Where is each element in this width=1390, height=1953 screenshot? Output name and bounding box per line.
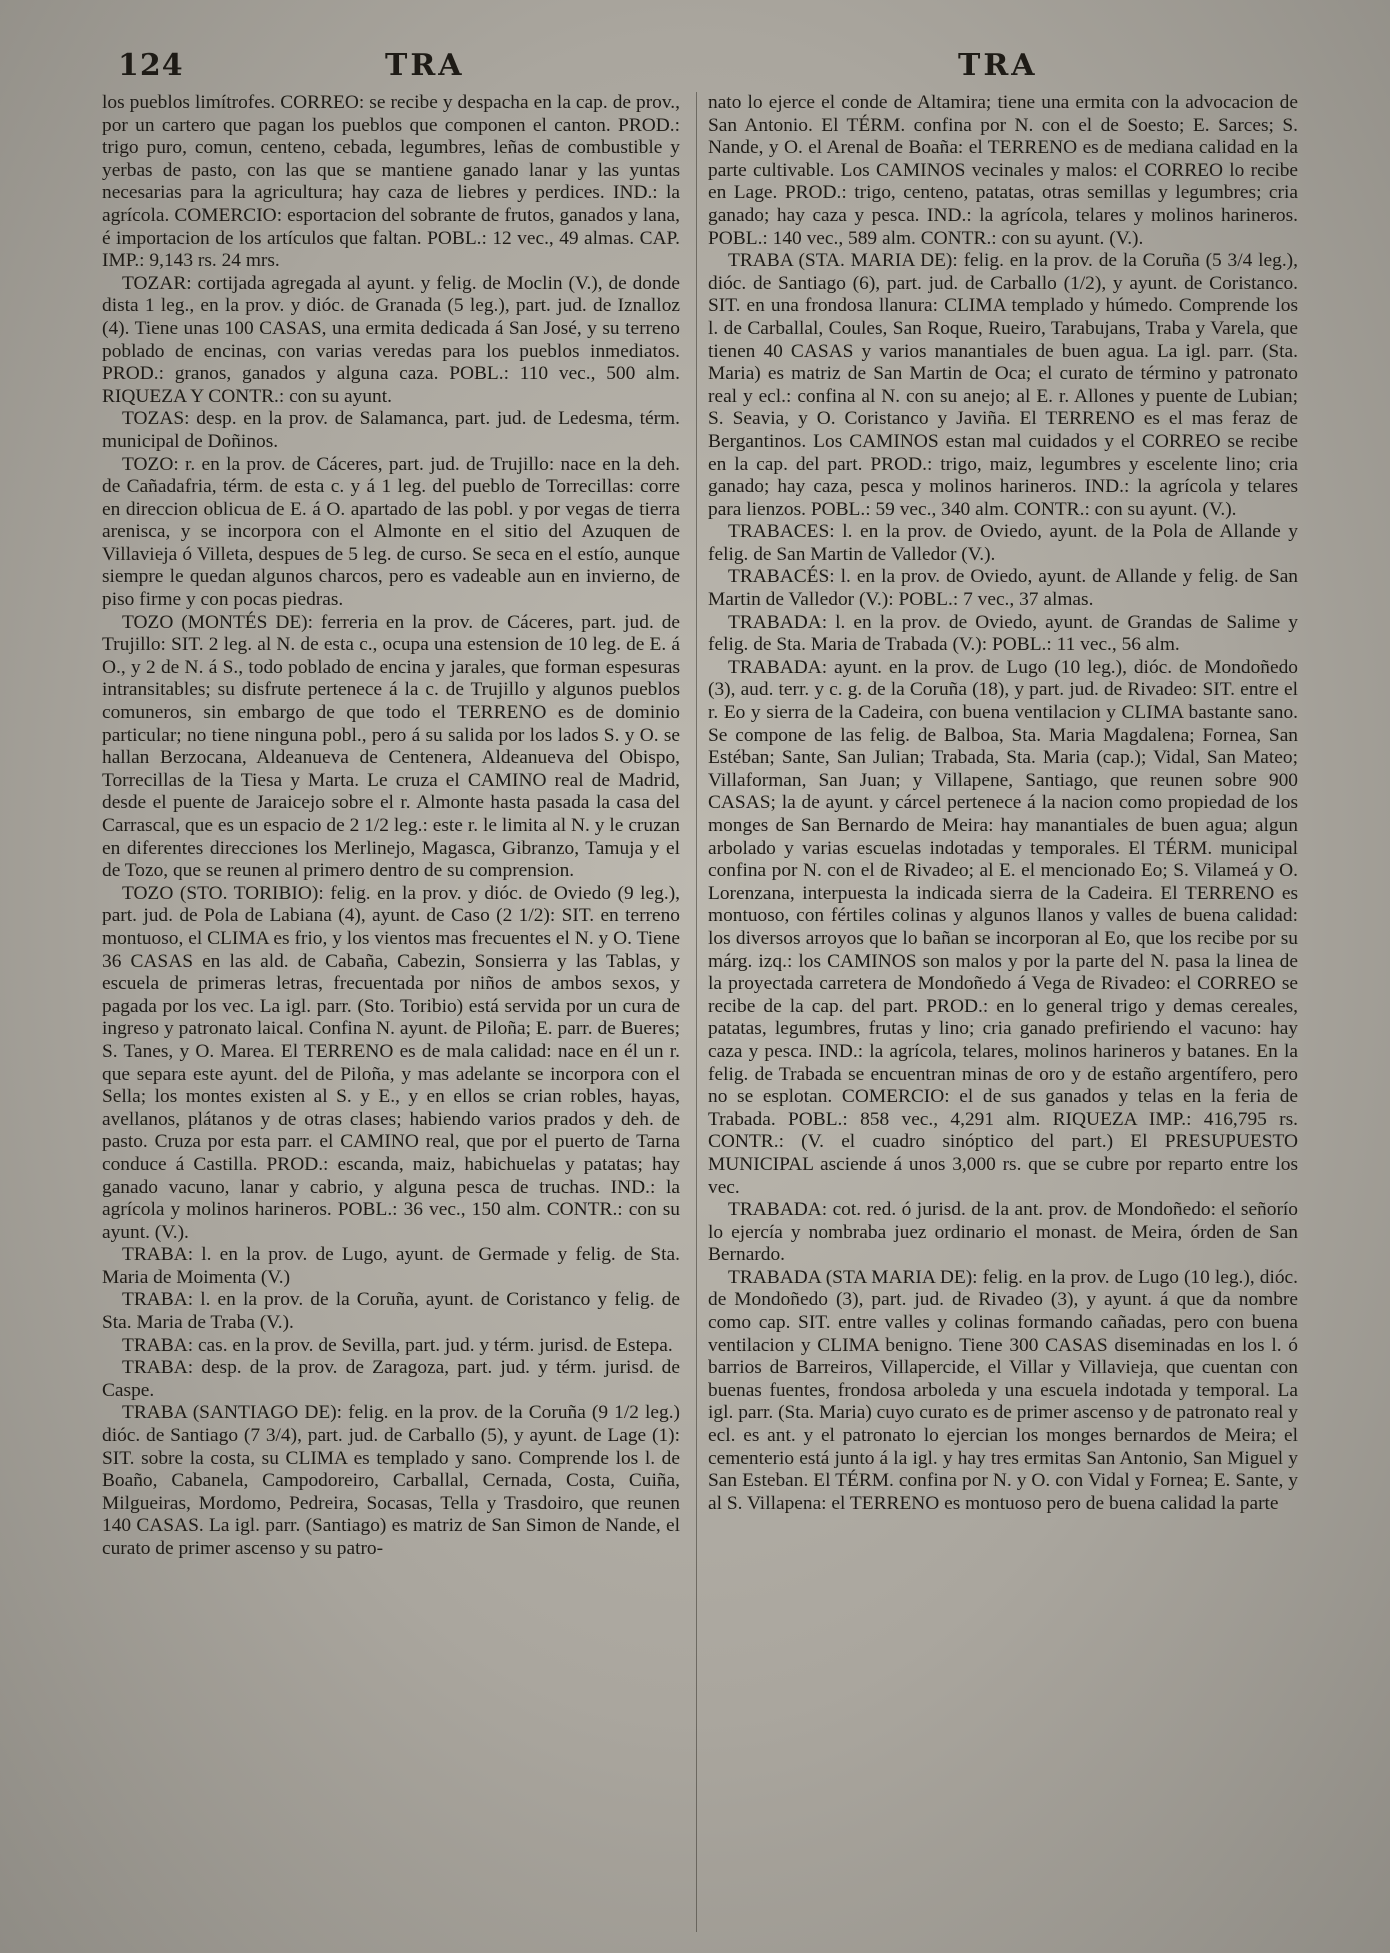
entry-continuation: nato lo ejerce el conde de Altamira; tiene una ermita con la advocacion de San Antonio. El TÉRM. confina por N. con el de Soesto; E. Sarces; S. Nande, y O. el Arenal de Boaña: el TERRENO es de mediana calidad en la parte cultivable. Los CAMINOS vecinales y malos: el CORREO lo recibe en Lage. PROD.: trigo, centeno, patatas, otras semillas y legumbres; cria ganado; hay caza y pesca. IND.: la agrícola, telares y molinos harineros. POBL.: 140 vec., 589 alm. CONTR.: con su ayunt. (V.). xyxy=(708,92,1298,249)
entry-trabada-ayunt: TRABADA: ayunt. en la prov. de Lugo (10 leg.), dióc. de Mondoñedo (3), aud. terr. y c. g. de la Coruña (18), y part. jud. de Rivadeo: SIT. entre el r. Eo y sierra de la Cadeira, con buena ventilacion y CLIMA bastante sano. Se compone de las felig. de Balboa, Sta. Maria Magdalena; Fornea, San Estéban; Sante, San Julian; Trabada, Sta. Maria (cap.); Vidal, San Mateo; Villaforman, San Juan; y Villapene, Santiago, que reunen sobre 900 CASAS; la de ayunt. y cárcel pertenece á la nacion como propiedad de los monges de San Bernardo de Meira: hay manantiales de buen agua; algun arbolado y varias escuelas indotadas y temporales. El TÉRM. municipal confina por N. con el de Rivadeo; al E. el mencionado Eo; S. Vilameá y O. Lorenzana, interpuesta la indicada sierra de la Cadeira. El TERRENO es montuoso, con fértiles colinas y algunos llanos y valles de buena calidad: los diversos arroyos que lo bañan se incorporan al Eo, que los recibe por su márg. izq.: los CAMINOS son malos y por la parte del N. pasa la linea de la proyectada carretera de Mondoñedo á Vega de Rivadeo: el CORREO se recibe de la cap. del part. PROD.: en lo general trigo y demas cereales, patatas, legumbres, frutas y lino; cria ganado prefiriendo el vacuno: hay caza y pesca. IND.: la agrícola, telares, molinos harineros y batanes. En la felig. de Trabada se encuentran minas de oro y de estaño argentífero, pero no se esplotan. COMERCIO: el de sus ganados y telas en la feria de Trabada. POBL.: 858 vec., 4,291 alm. RIQUEZA IMP.: 416,795 rs. CONTR.: (V. el cuadro sinóptico del part.) El PRESUPUESTO MUNICIPAL asciende á unos 3,000 rs. que se cubre por reparto entre los vec. xyxy=(708,656,1298,1198)
entry-traba-zaragoza: TRABA: desp. de la prov. de Zaragoza, part. jud. y térm. jurisd. de Caspe. xyxy=(102,1357,680,1401)
page-number: 124 xyxy=(118,48,184,83)
entry-tozar: TOZAR: cortijada agregada al ayunt. y felig. de Moclin (V.), de donde dista 1 leg., en la prov. y dióc. de Granada (5 leg.), part. jud. de Iznalloz (4). Tiene unas 100 CASAS, una ermita dedicada á San José, y su terreno poblado de encinas, con varias veredas para los pueblos inmediatos. PROD.: granos, ganados y alguna caza. POBL.: 110 vec., 500 alm. RIQUEZA Y CONTR.: con su ayunt. xyxy=(102,272,680,407)
column-divider xyxy=(696,92,697,1932)
entry-traba-sta-maria: TRABA (STA. MARIA DE): felig. en la prov. de la Coruña (5 3/4 leg.), dióc. de Santiago (6), part. jud. de Carballo (1/2), y ayunt. de Coristanco. SIT. en una frondosa llanura: CLIMA templado y húmedo. Comprende los l. de Carballal, Coules, San Roque, Rueiro, Tarabujans, Traba y Varela, que tienen 40 CASAS y varios manantiales de buen agua. La igl. parr. (Sta. Maria) es matriz de San Martin de Oca; el curato de término y patronato real y ecl.: confina al N. con su anejo; al E. r. Allones y puente de Lubian; S. Seavia, y O. Coristanco y Javiña. El TERRENO es el mas feraz de Bergantinos. Los CAMINOS estan mal cuidados y el CORREO se recibe en la cap. del part. PROD.: trigo, maiz, legumbres y escelente lino; cria ganado; hay caza, pesca y molinos harineros. IND.: la agrícola y telares para lienzos. POBL.: 59 vec., 340 alm. CONTR.: con su ayunt. (V.). xyxy=(708,250,1298,520)
entry-continuation: los pueblos limítrofes. CORREO: se recibe y despacha en la cap. de prov., por un cartero que pagan los pueblos que componen el canton. PROD.: trigo puro, comun, centeno, cebada, legumbres, leñas de combustible y yerbas de pasto, con las que se mantiene ganado lanar y las yuntas necesarias para la agricultura; hay caza de liebres y perdices. IND.: la agrícola. COMERCIO: esportacion del sobrante de frutos, ganados y lana, é importacion de los artículos que faltan. POBL.: 12 vec., 49 almas. CAP. IMP.: 9,143 rs. 24 mrs. xyxy=(102,92,680,272)
entry-tozo-montes: TOZO (MONTÉS DE): ferreria en la prov. de Cáceres, part. jud. de Trujillo: SIT. 2 leg. al N. de esta c., ocupa una estension de 10 leg. de E. á O., y 2 de N. á S., todo poblado de encina y jarales, que forman espesuras intransitables; su disfrute pertenece á la c. de Trujillo y algunos pueblos comuneros, sin embargo de que todo el TERRENO es de dominio particular; no tiene ninguna pobl., pero á su salida por los lados S. y O. se hallan Berzocana, Aldeanueva de Centenera, Aldeanueva del Obispo, Torrecillas de la Tiesa y Marta. Le cruza el CAMINO real de Madrid, desde el puente de Jaraicejo sobre el r. Almonte hasta pasada la casa del Carrascal, que es un espacio de 2 1/2 leg.: este r. le limita al N. y le cruzan en diferentes direcciones los Merlinejo, Magasca, Gibranzo, Tamuja y el de Tozo, que se reunen al primero dentro de su comprension. xyxy=(102,611,680,882)
entry-trabaces: TRABACES: l. en la prov. de Oviedo, ayunt. de la Pola de Allande y felig. de San Martin de Valledor (V.). xyxy=(708,521,1298,565)
left-column xyxy=(102,92,680,1561)
entry-traba-lugo: TRABA: l. en la prov. de Lugo, ayunt. de Germade y felig. de Sta. Maria de Moimenta (V.) xyxy=(102,1244,680,1288)
page-header xyxy=(0,48,1390,92)
entry-trabaces-2: TRABACÉS: l. en la prov. de Oviedo, ayunt. de Allande y felig. de San Martin de Valledor (V.): POBL.: 7 vec., 37 almas. xyxy=(708,566,1298,611)
running-headword-left: TRA xyxy=(385,48,465,83)
right-column xyxy=(708,92,1298,1515)
entry-tozo-river: TOZO: r. en la prov. de Cáceres, part. jud. de Trujillo: nace en la deh. de Cañadafria, térm. de esta c. y á 1 leg. del pueblo de Torrecillas: corre en direccion oblicua de E. á O. apartado de las pobl. y por vegas de tierra arenisca, y se incorpora con el Almonte en el sitio del Azuquen de Villavieja ó Villeta, despues de 5 leg. de curso. Se seca en el estío, aunque siempre le quedan algunos charcos, pero es vadeable aun en invierno, de piso firme y con pocas piedras. xyxy=(102,453,680,611)
entry-trabada-sta-maria: TRABADA (STA MARIA DE): felig. en la prov. de Lugo (10 leg.), dióc. de Mondoñedo (3), part. jud. de Rivadeo (3), y ayunt. á que da nombre como cap. SIT. entre valles y colinas formando cañadas, pero con buena ventilacion y CLIMA benigno. Tiene 300 CASAS diseminadas en los l. ó barrios de Barreiros, Villapercide, el Villar y Villavieja, que cuentan con buenas fuentes, frondosa arboleda y una escuela indotada y temporal. La igl. parr. (Sta. Maria) cuyo curato es de primer ascenso y de patronato real y ecl. es ant. y el patronato lo ejercian los monges bernardos de Meira; el cementerio está junto á la igl. y hay tres ermitas San Antonio, San Miguel y San Esteban. El TÉRM. confina por N. y O. con Vidal y Fornea; E. Sante, y al S. Villapena: el TERRENO es montuoso pero de buena calidad la parte xyxy=(708,1266,1298,1514)
entry-trabada-cot: TRABADA: cot. red. ó jurisd. de la ant. prov. de Mondoñedo: el señorío lo ejercía y nombraba juez ordinario el monast. de Meira, órden de San Bernardo. xyxy=(708,1199,1298,1266)
entry-traba-coruna: TRABA: l. en la prov. de la Coruña, ayunt. de Coristanco y felig. de Sta. Maria de Traba (V.). xyxy=(102,1289,680,1334)
entry-traba-sevilla: TRABA: cas. en la prov. de Sevilla, part. jud. y térm. jurisd. de Estepa. xyxy=(122,1334,673,1356)
entry-tozas: TOZAS: desp. en la prov. de Salamanca, part. jud. de Ledesma, térm. municipal de Doñinos. xyxy=(102,408,680,452)
running-headword-right: TRA xyxy=(958,48,1038,83)
entry-tozo-sto-toribio: TOZO (STO. TORIBIO): felig. en la prov. y dióc. de Oviedo (9 leg.), part. jud. de Pola de Labiana (4), ayunt. de Caso (2 1/2): SIT. en terreno montuoso, el CLIMA es frio, y los vientos mas frecuentes el N. y O. Tiene 36 CASAS en las ald. de Cabaña, Cabezin, Sonsierra y las Tablas, y escuela de primeras letras, frecuentada por niños de ambos sexos, y pagada por los vec. La igl. parr. (Sto. Toribio) está servida por un cura de ingreso y patronato laical. Confina N. ayunt. de Piloña; E. parr. de Bueres; S. Tanes, y O. Marea. El TERRENO es de mala calidad: nace en él un r. que separa este ayunt. del de Piloña, y mas adelante se incorpora con el Sella; los montes existen al S. y E., y en ellos se crian robles, hayas, avellanos, plátanos y de otras clases; habiendo varios prados y deh. de pasto. Cruza por esta parr. el CAMINO real, que por el puerto de Tarna conduce á Castilla. PROD.: escanda, maiz, habichuelas y patatas; hay ganado vacuno, lanar y cabrio, y alguna pesca de truchas. IND.: la agrícola y molinos harineros. POBL.: 36 vec., 150 alm. CONTR.: con su ayunt. (V.). xyxy=(102,882,680,1243)
entry-trabada-oviedo: TRABADA: l. en la prov. de Oviedo, ayunt. de Grandas de Salime y felig. de Sta. Maria de Trabada (V.): POBL.: 11 vec., 56 alm. xyxy=(708,611,1298,656)
entry-traba-santiago: TRABA (SANTIAGO DE): felig. en la prov. de la Coruña (9 1/2 leg.) dióc. de Santiago (7 3/4), part. jud. de Carballo (5), y ayunt. de Lage (1): SIT. sobre la costa, su CLIMA es templado y sano. Comprende los l. de Boaño, Cabanela, Campodoreiro, Carballal, Cernada, Costa, Cuiña, Milgueiras, Mordomo, Pedreira, Socasas, Tella y Trasdoiro, que reunen 140 CASAS. La igl. parr. (Santiago) es matriz de San Simon de Nande, el curato de primer ascenso y su patro- xyxy=(102,1402,680,1559)
